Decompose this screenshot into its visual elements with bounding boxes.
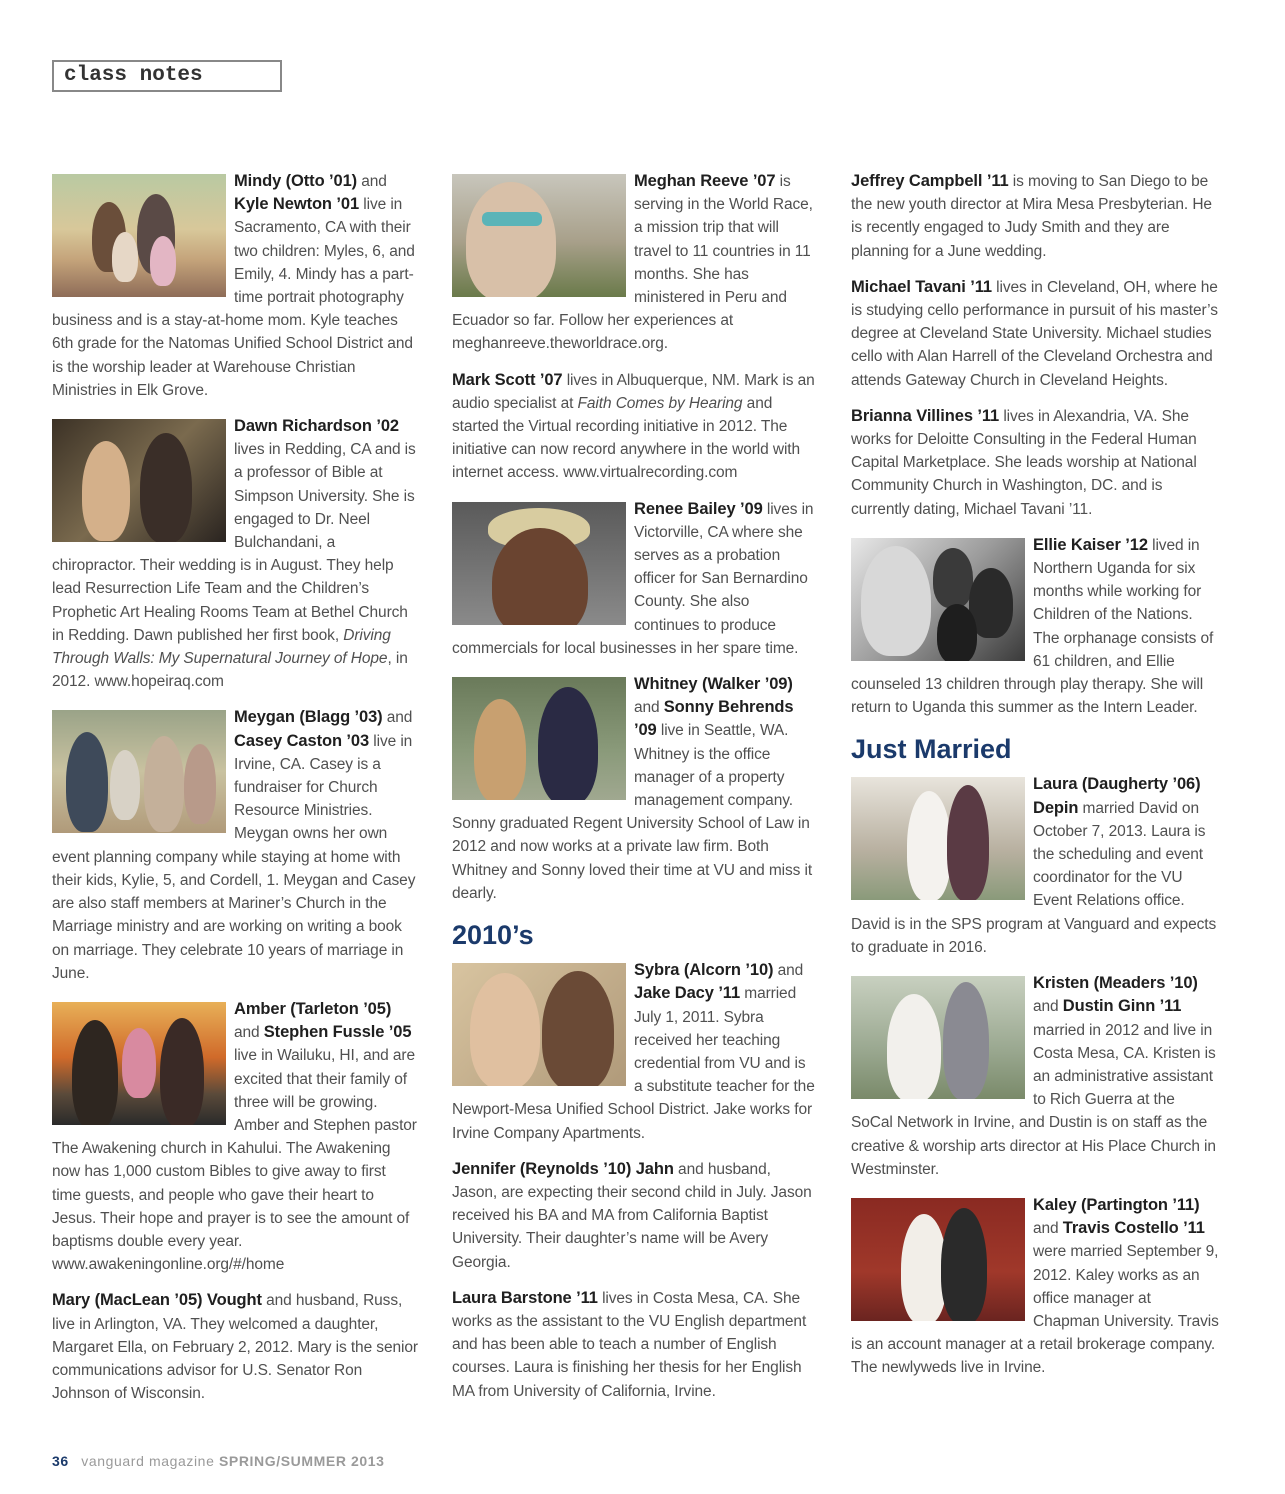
class-note: Kaley (Partington ’11) and Travis Costello ’11 were married September 9, 2012. Kaley works as an office manager at Chapman University. Travis is an account manager at a retail brokerage company. The newlyweds live in Irvine.	[851, 1195, 1219, 1377]
portrait-photo	[452, 174, 626, 297]
class-note: Renee Bailey ’09 lives in Victorville, CA where she serves as a probation officer for San Bernardino County. She also continues to produce commercials for local businesses in her spare time.	[452, 499, 814, 657]
column-2	[452, 170, 818, 1416]
wedding-photo	[851, 976, 1025, 1099]
wedding-photo	[851, 777, 1025, 900]
family-photo	[52, 710, 226, 833]
class-note: Dawn Richardson ’02 lives in Redding, CA and is a professor of Bible at Simpson University. She is engaged to Dr. Neel Bulchandani, a chiropractor. Their wedding is in August. They help lead Resurrection Life Team and the Children’s Prophetic Art Healing Rooms Team at Bethel Church in Redding. Dawn published her first book, Driving Through Walls: My Supernatural Journey of Hope, in 2012. www.hopeiraq.com	[52, 417, 416, 691]
class-note: Sybra (Alcorn ’10) and Jake Dacy ’11 married July 1, 2011. Sybra received her teaching credential from VU and is a substitute teacher for the Newport-Mesa Unified School District. Jake works for Irvine Company Apartments.	[452, 961, 815, 1142]
class-note: Michael Tavani ’11 lives in Cleveland, OH, where he is studying cello performance in pursuit of his master’s degree at Cleveland State University. Michael studies cello with Alan Harrell of the Cleveland Orchestra and attends Gateway Church in Cleveland Heights.	[851, 277, 1218, 389]
family-photo	[52, 174, 226, 297]
class-note: Mindy (Otto ’01) and Kyle Newton ’01 live in Sacramento, CA with their two children: Myles, 6, and Emily, 4. Mindy has a part-time portrait photography business and is a stay-at-home mom. Kyle teaches 6th grade for the Natomas Unified School District and is the worship leader at Warehouse Christian Ministries in Elk Grove.	[52, 172, 415, 399]
section-heading-2010s: 2010’s	[452, 920, 534, 951]
class-note: Laura Barstone ’11 lives in Costa Mesa, CA. She works as the assistant to the VU English department and has been able to teach a number of English courses. Laura is finishing her thesis for her English MA from University of California, Irvine.	[452, 1288, 807, 1400]
column-3	[851, 170, 1219, 1393]
class-note: Meghan Reeve ’07 is serving in the World Race, a mission trip that will travel to 11 countries in 11 months. She has ministered in Peru and Ecuador so far. Follow her experiences at meghanreeve.theworldrace.org.	[452, 172, 813, 353]
class-note: Meygan (Blagg ’03) and Casey Caston ’03 live in Irvine, CA. Casey is a fundraiser for Church Resource Ministries. Meygan owns her own event planning company while staying at home with their kids, Kylie, 5, and Cordell, 1. Meygan and Casey are also staff members at Mariner’s Church in the Marriage ministry and are working on writing a book on marriage. They celebrate 10 years of marriage in June.	[52, 708, 416, 982]
class-note: Mark Scott ’07 lives in Albuquerque, NM. Mark is an audio specialist at Faith Comes by Hearing and started the Virtual recording initiative in 2012. The initiative can now record anywhere in the world with internet access. www.virtualrecording.com	[452, 370, 815, 482]
class-note: Jennifer (Reynolds ’10) Jahn and husband, Jason, are expecting their second child in July. Jason received his BA and MA from California Baptist University. Their daughter’s name will be Avery Georgia.	[452, 1159, 812, 1271]
class-note: Ellie Kaiser ’12 lived in Northern Uganda for six months while working for Children of the Nations. The orphanage consists of 61 children, and Ellie counseled 13 children through play therapy. She will return to Uganda this summer as the Intern Leader.	[851, 535, 1214, 717]
class-note: Whitney (Walker ’09) and Sonny Behrends ’09 live in Seattle, WA. Whitney is the office manager of a property management company. Sonny graduated Regent University School of Law in 2012 and now works at a private law firm. Both Whitney and Sonny loved their time at VU and miss it dearly.	[452, 675, 813, 902]
group-photo	[851, 538, 1025, 661]
section-tag: class notes	[52, 60, 282, 92]
family-photo	[52, 1002, 226, 1125]
column-1	[52, 170, 418, 1418]
portrait-photo	[452, 502, 626, 625]
page-number: 36	[52, 1453, 69, 1469]
class-note: Mary (MacLean ’05) Vought and husband, Russ, live in Arlington, VA. They welcomed a daughter, Margaret Ella, on February 2, 2012. Mary is the senior communications advisor for U.S. Senator Ron Johnson of Wisconsin.	[52, 1291, 418, 1403]
graduation-photo	[452, 677, 626, 800]
class-note: Kristen (Meaders ’10) and Dustin Ginn ’11 married in 2012 and live in Costa Mesa, CA. Kristen is an administrative assistant to Rich Guerra at the SoCal Network in Irvine, and Dustin is on staff as the creative & worship arts director at His Place Church in Westminster.	[851, 974, 1216, 1178]
couple-photo	[452, 963, 626, 1086]
section-heading-just-married: Just Married	[851, 734, 1012, 765]
page-footer	[52, 1453, 385, 1469]
class-note: Brianna Villines ’11 lives in Alexandria, VA. She works for Deloitte Consulting in the Federal Human Capital Marketplace. She leads worship at National Community Church in Washington, DC. and is currently dating, Michael Tavani ’11.	[851, 406, 1197, 518]
class-note: Amber (Tarleton ’05) and Stephen Fussle ’05 live in Wailuku, HI, and are excited that their family of three will be growing. Amber and Stephen pastor The Awakening church in Kahului. The Awakening now has 1,000 custom Bibles to give away to first time guests, and people who gave their heart to Jesus. Their hope and prayer is to see the amount of baptisms double every year. www.awakeningonline.org/#/home	[52, 999, 417, 1274]
class-note: Jeffrey Campbell ’11 is moving to San Diego to be the new youth director at Mira Mesa Presbyterian. He is recently engaged to Judy Smith and they are planning for a June wedding.	[851, 172, 1212, 260]
wedding-photo	[851, 1198, 1025, 1321]
class-note: Laura (Daugherty ’06) Depin married David on October 7, 2013. Laura is the scheduling and event coordinator for the VU Event Relations office. David is in the SPS program at Vanguard and expects to graduate in 2016.	[851, 775, 1217, 956]
magazine-name: vanguard magazine	[81, 1453, 215, 1469]
couple-photo	[52, 419, 226, 542]
issue-season: SPRING/SUMMER 2013	[218, 1453, 385, 1469]
